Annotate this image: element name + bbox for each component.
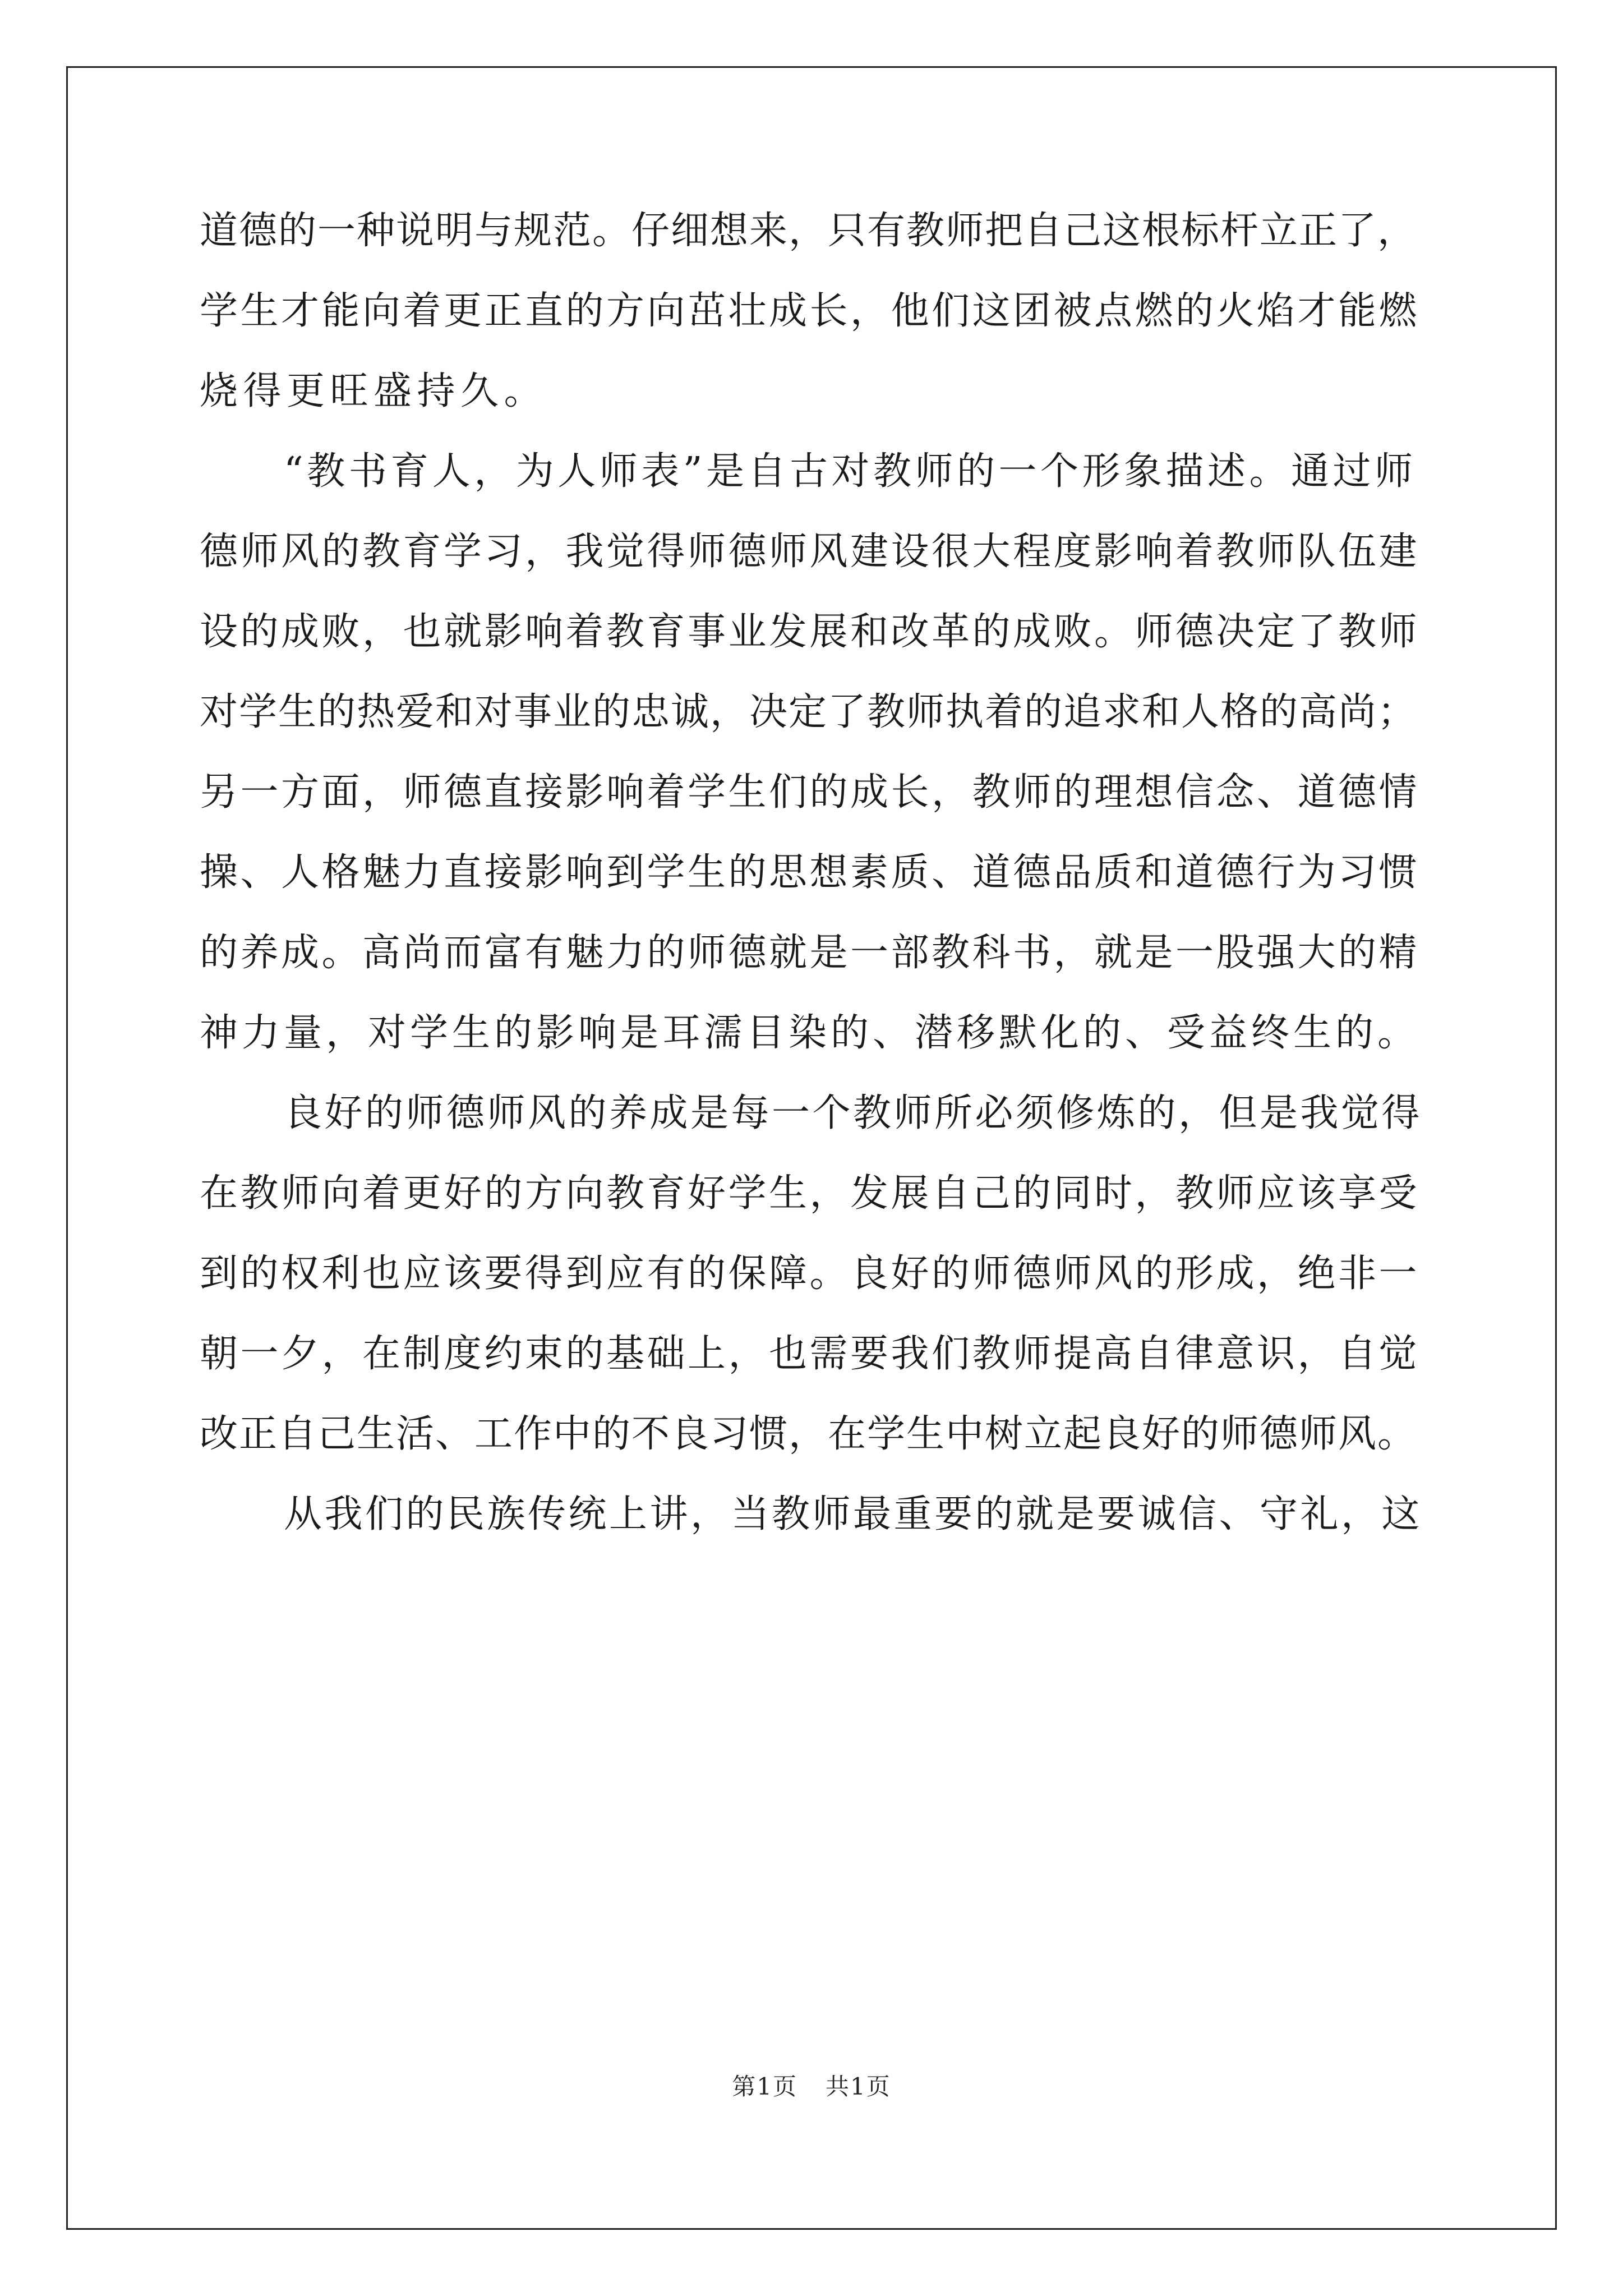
page-number: 第1页 xyxy=(732,2073,797,2100)
text-line: 到的权利也应该要得到应有的保障。良好的师德师风的形成，绝非一 xyxy=(200,1251,1420,1296)
paragraph-start-line: 从我们的民族传统上讲，当教师最重要的就是要诚信、守礼，这 xyxy=(284,1492,1423,1536)
text-line: 烧得更旺盛持久。 xyxy=(200,369,548,413)
text-line: 改正自己生活、工作中的不良习惯，在学生中树立起良好的师德师风。 xyxy=(200,1412,1417,1456)
text-line: 德师风的教育学习，我觉得师德师风建设很大程度影响着教师队伍建 xyxy=(200,530,1420,574)
text-line: 对学生的热爱和对事业的忠诚，决定了教师执着的追求和人格的高尚； xyxy=(200,690,1417,734)
text-line: 的养成。高尚而富有魅力的师德就是一部教科书，就是一股强大的精 xyxy=(200,931,1420,975)
paragraph-start-line: 良好的师德师风的养成是每一个教师所必须修炼的，但是我觉得 xyxy=(284,1091,1423,1135)
text-line: 另一方面，师德直接影响着学生们的成长，教师的理想信念、道德情 xyxy=(200,770,1420,815)
document-body xyxy=(200,191,1422,1554)
text-line: 朝一夕，在制度约束的基础上，也需要我们教师提高自律意识，自觉 xyxy=(200,1332,1420,1376)
text-line: 设的成败，也就影响着教育事业发展和改革的成败。师德决定了教师 xyxy=(200,610,1420,654)
text-line: 学生才能向着更正直的方向茁壮成长，他们这团被点燃的火焰才能燃 xyxy=(200,289,1420,333)
page-total: 共1页 xyxy=(826,2073,891,2100)
page-footer xyxy=(0,2070,1623,2104)
paragraph-start-line: “教书育人，为人师表”是自古对教师的一个形象描述。通过师 xyxy=(284,449,1417,494)
text-line: 道德的一种说明与规范。仔细想来，只有教师把自己这根标杆立正了， xyxy=(200,209,1417,253)
text-line: 操、人格魅力直接影响到学生的思想素质、道德品质和道德行为习惯 xyxy=(200,850,1420,895)
text-line: 在教师向着更好的方向教育好学生，发展自己的同时，教师应该享受 xyxy=(200,1171,1420,1216)
text-line: 神力量，对学生的影响是耳濡目染的、潜移默化的、受益终生的。 xyxy=(200,1011,1420,1055)
